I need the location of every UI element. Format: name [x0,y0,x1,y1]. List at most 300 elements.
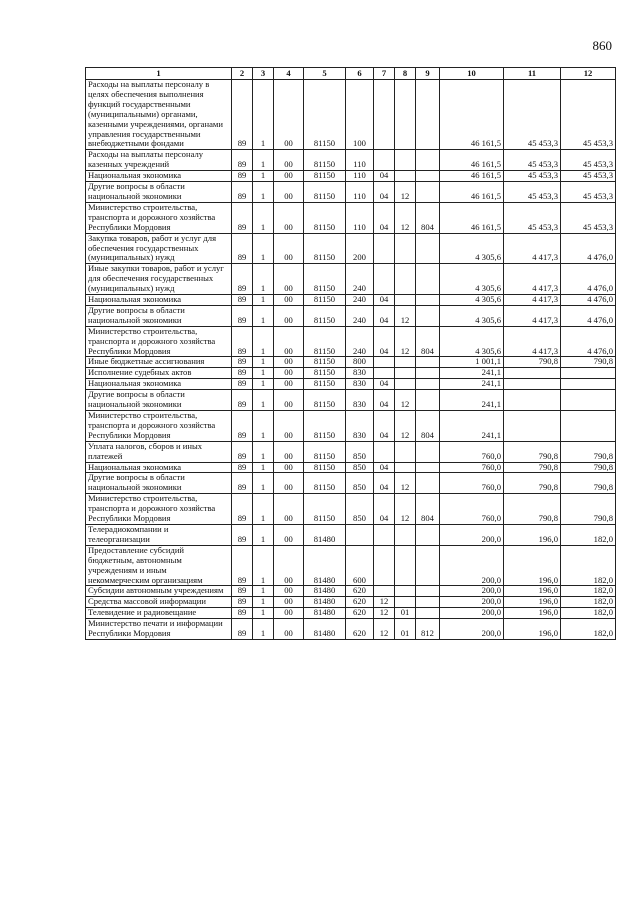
amount-cell: 790,8 [561,357,616,368]
amount-cell: 4 305,6 [440,233,504,264]
column-header: 3 [253,68,274,80]
amount-cell: 196,0 [504,545,561,586]
code-cell: 89 [232,357,253,368]
code-cell: 1 [253,473,274,494]
code-cell: 81150 [304,326,346,357]
code-cell: 89 [232,264,253,295]
code-cell: 81150 [304,379,346,390]
amount-cell: 760,0 [440,441,504,462]
amount-cell: 4 305,6 [440,264,504,295]
code-cell: 1 [253,390,274,411]
code-cell: 89 [232,411,253,442]
amount-cell: 4 476,0 [561,305,616,326]
code-cell: 00 [274,171,304,182]
column-header: 8 [395,68,416,80]
code-cell [416,305,440,326]
table-header-row [86,68,616,80]
amount-cell: 45 453,3 [561,150,616,171]
code-cell: 81150 [304,202,346,233]
table-row [86,150,616,171]
code-cell [346,524,374,545]
code-cell: 81480 [304,619,346,640]
code-cell: 12 [395,202,416,233]
code-cell: 00 [274,357,304,368]
amount-cell: 4 417,3 [504,264,561,295]
table-row [86,441,616,462]
code-cell: 1 [253,379,274,390]
table-row [86,233,616,264]
code-cell: 620 [346,597,374,608]
code-cell [395,171,416,182]
code-cell: 830 [346,390,374,411]
code-cell: 04 [374,295,395,306]
code-cell: 00 [274,524,304,545]
code-cell: 81150 [304,411,346,442]
amount-cell: 196,0 [504,597,561,608]
table-row [86,326,616,357]
amount-cell: 182,0 [561,597,616,608]
code-cell: 830 [346,368,374,379]
code-cell: 89 [232,619,253,640]
column-header: 6 [346,68,374,80]
code-cell: 00 [274,295,304,306]
code-cell: 89 [232,171,253,182]
row-name-cell: Другие вопросы в области национальной экономики [86,182,232,203]
code-cell: 620 [346,619,374,640]
code-cell: 00 [274,462,304,473]
code-cell: 89 [232,441,253,462]
amount-cell: 196,0 [504,619,561,640]
code-cell: 00 [274,390,304,411]
amount-cell: 760,0 [440,494,504,525]
table-row [86,264,616,295]
code-cell [395,233,416,264]
code-cell: 00 [274,379,304,390]
code-cell: 89 [232,295,253,306]
code-cell [416,586,440,597]
amount-cell: 45 453,3 [504,80,561,150]
code-cell: 81150 [304,150,346,171]
code-cell: 89 [232,494,253,525]
code-cell: 12 [395,326,416,357]
table-row [86,586,616,597]
amount-cell: 46 161,5 [440,150,504,171]
code-cell: 00 [274,80,304,150]
code-cell: 1 [253,608,274,619]
amount-cell: 790,8 [561,473,616,494]
code-cell: 1 [253,586,274,597]
column-header: 2 [232,68,253,80]
code-cell: 812 [416,619,440,640]
table-row [86,411,616,442]
code-cell [374,150,395,171]
code-cell: 110 [346,182,374,203]
row-name-cell: Другие вопросы в области национальной экономики [86,473,232,494]
code-cell: 1 [253,597,274,608]
code-cell: 12 [395,494,416,525]
code-cell: 1 [253,411,274,442]
row-name-cell: Национальная экономика [86,171,232,182]
amount-cell: 182,0 [561,619,616,640]
code-cell: 00 [274,619,304,640]
row-name-cell: Телевидение и радиовещание [86,608,232,619]
code-cell [416,80,440,150]
code-cell: 81480 [304,524,346,545]
row-name-cell: Министерство печати и информации Республики Мордовия [86,619,232,640]
code-cell [416,524,440,545]
code-cell [395,441,416,462]
budget-table [85,67,616,640]
code-cell: 89 [232,305,253,326]
table-row [86,202,616,233]
code-cell [416,357,440,368]
amount-cell: 200,0 [440,597,504,608]
code-cell: 00 [274,202,304,233]
code-cell: 1 [253,441,274,462]
amount-cell: 182,0 [561,545,616,586]
amount-cell: 4 305,6 [440,305,504,326]
amount-cell: 45 453,3 [561,171,616,182]
table-row [86,390,616,411]
code-cell: 81150 [304,441,346,462]
code-cell: 81150 [304,357,346,368]
amount-cell: 4 417,3 [504,295,561,306]
code-cell: 00 [274,597,304,608]
code-cell [416,379,440,390]
amount-cell: 790,8 [504,494,561,525]
code-cell: 81480 [304,545,346,586]
code-cell: 830 [346,379,374,390]
code-cell: 1 [253,202,274,233]
amount-cell: 241,1 [440,368,504,379]
code-cell: 81150 [304,80,346,150]
row-name-cell: Закупка товаров, работ и услуг для обеспечения государственных (муниципальных) нужд [86,233,232,264]
amount-cell: 241,1 [440,379,504,390]
table-row [86,368,616,379]
row-name-cell: Министерство строительства, транспорта и дорожного хозяйства Республики Мордовия [86,494,232,525]
code-cell: 00 [274,368,304,379]
table-row [86,357,616,368]
amount-cell: 4 417,3 [504,305,561,326]
code-cell: 81150 [304,494,346,525]
amount-cell: 45 453,3 [561,182,616,203]
amount-cell: 45 453,3 [561,202,616,233]
code-cell: 00 [274,441,304,462]
amount-cell: 200,0 [440,545,504,586]
code-cell: 89 [232,586,253,597]
amount-cell: 46 161,5 [440,182,504,203]
amount-cell: 46 161,5 [440,202,504,233]
amount-cell: 790,8 [504,357,561,368]
code-cell: 12 [374,597,395,608]
code-cell: 200 [346,233,374,264]
table-row [86,597,616,608]
row-name-cell: Телерадиокомпании и телеорганизации [86,524,232,545]
code-cell: 89 [232,233,253,264]
code-cell: 12 [374,608,395,619]
amount-cell: 241,1 [440,411,504,442]
amount-cell: 196,0 [504,524,561,545]
amount-cell [561,368,616,379]
code-cell [374,80,395,150]
code-cell: 89 [232,462,253,473]
code-cell: 81150 [304,295,346,306]
amount-cell: 4 417,3 [504,326,561,357]
amount-cell: 1 001,1 [440,357,504,368]
row-name-cell: Другие вопросы в области национальной экономики [86,305,232,326]
table-row [86,462,616,473]
row-name-cell: Уплата налогов, сборов и иных платежей [86,441,232,462]
code-cell: 00 [274,411,304,442]
code-cell [395,586,416,597]
amount-cell [561,411,616,442]
code-cell: 81150 [304,305,346,326]
code-cell: 1 [253,171,274,182]
row-name-cell: Министерство строительства, транспорта и дорожного хозяйства Республики Мордовия [86,326,232,357]
row-name-cell: Национальная экономика [86,295,232,306]
amount-cell: 760,0 [440,462,504,473]
row-name-cell: Расходы на выплаты персоналу казенных учреждений [86,150,232,171]
code-cell: 81150 [304,182,346,203]
code-cell [374,545,395,586]
code-cell: 89 [232,368,253,379]
row-name-cell: Субсидии автономным учреждениям [86,586,232,597]
code-cell [374,233,395,264]
amount-cell: 4 476,0 [561,326,616,357]
code-cell: 89 [232,390,253,411]
code-cell: 1 [253,326,274,357]
code-cell: 1 [253,368,274,379]
amount-cell: 45 453,3 [504,150,561,171]
amount-cell: 200,0 [440,524,504,545]
code-cell: 04 [374,171,395,182]
code-cell: 89 [232,80,253,150]
code-cell [395,545,416,586]
code-cell: 01 [395,619,416,640]
code-cell: 850 [346,441,374,462]
row-name-cell: Расходы на выплаты персоналу в целях обеспечения выполнения функций государственными (муниципальными) органами, казенными учреждениями, органами управления государственными внебюджетными фондами [86,80,232,150]
amount-cell: 200,0 [440,586,504,597]
amount-cell [504,379,561,390]
column-header: 9 [416,68,440,80]
code-cell: 81480 [304,608,346,619]
code-cell: 850 [346,473,374,494]
amount-cell [504,411,561,442]
code-cell [416,264,440,295]
code-cell: 804 [416,202,440,233]
code-cell: 12 [374,619,395,640]
code-cell: 600 [346,545,374,586]
amount-cell: 182,0 [561,524,616,545]
code-cell [395,462,416,473]
code-cell [395,597,416,608]
code-cell: 00 [274,326,304,357]
table-row [86,494,616,525]
row-name-cell: Средства массовой информации [86,597,232,608]
code-cell: 1 [253,233,274,264]
amount-cell: 196,0 [504,586,561,597]
code-cell: 850 [346,462,374,473]
table-row [86,608,616,619]
code-cell: 81150 [304,171,346,182]
amount-cell: 790,8 [504,473,561,494]
amount-cell: 4 476,0 [561,233,616,264]
code-cell [416,150,440,171]
amount-cell: 790,8 [561,462,616,473]
code-cell: 1 [253,264,274,295]
column-header: 1 [86,68,232,80]
table-row [86,182,616,203]
code-cell [395,150,416,171]
code-cell [374,264,395,295]
code-cell [395,80,416,150]
code-cell: 89 [232,182,253,203]
code-cell [395,264,416,295]
code-cell: 240 [346,326,374,357]
code-cell: 04 [374,411,395,442]
code-cell: 12 [395,182,416,203]
code-cell [416,368,440,379]
code-cell [416,233,440,264]
column-header: 4 [274,68,304,80]
row-name-cell: Иные бюджетные ассигнования [86,357,232,368]
table-row [86,524,616,545]
amount-cell [561,390,616,411]
code-cell [416,597,440,608]
code-cell [416,171,440,182]
code-cell: 240 [346,305,374,326]
code-cell: 00 [274,586,304,597]
code-cell: 89 [232,379,253,390]
code-cell: 81150 [304,473,346,494]
code-cell [374,524,395,545]
amount-cell: 45 453,3 [504,182,561,203]
code-cell [416,182,440,203]
amount-cell: 790,8 [504,441,561,462]
code-cell: 89 [232,545,253,586]
code-cell: 12 [395,390,416,411]
code-cell: 850 [346,494,374,525]
table-body [86,80,616,640]
code-cell: 1 [253,295,274,306]
amount-cell: 241,1 [440,390,504,411]
code-cell: 89 [232,524,253,545]
amount-cell: 45 453,3 [504,202,561,233]
code-cell: 1 [253,524,274,545]
code-cell: 110 [346,150,374,171]
code-cell: 04 [374,462,395,473]
amount-cell: 196,0 [504,608,561,619]
row-name-cell: Национальная экономика [86,462,232,473]
code-cell: 1 [253,619,274,640]
code-cell [416,608,440,619]
table-row [86,171,616,182]
code-cell: 04 [374,473,395,494]
code-cell [395,524,416,545]
code-cell: 81150 [304,233,346,264]
code-cell: 804 [416,411,440,442]
code-cell [416,390,440,411]
code-cell [395,379,416,390]
code-cell: 89 [232,150,253,171]
code-cell: 00 [274,150,304,171]
code-cell: 12 [395,305,416,326]
code-cell: 00 [274,305,304,326]
code-cell: 800 [346,357,374,368]
code-cell: 04 [374,379,395,390]
amount-cell [504,390,561,411]
code-cell: 89 [232,473,253,494]
table-row [86,295,616,306]
code-cell: 1 [253,545,274,586]
code-cell: 110 [346,171,374,182]
code-cell: 04 [374,326,395,357]
code-cell: 620 [346,586,374,597]
code-cell: 12 [395,411,416,442]
code-cell: 620 [346,608,374,619]
code-cell: 00 [274,494,304,525]
column-header: 7 [374,68,395,80]
table-row [86,379,616,390]
code-cell: 81150 [304,264,346,295]
column-header: 5 [304,68,346,80]
code-cell: 100 [346,80,374,150]
code-cell: 00 [274,233,304,264]
code-cell: 81480 [304,597,346,608]
code-cell: 81150 [304,368,346,379]
amount-cell [504,368,561,379]
amount-cell: 4 476,0 [561,264,616,295]
code-cell: 1 [253,494,274,525]
code-cell: 1 [253,305,274,326]
code-cell: 00 [274,264,304,295]
code-cell: 830 [346,411,374,442]
code-cell [416,441,440,462]
column-header: 11 [504,68,561,80]
code-cell [374,357,395,368]
amount-cell: 4 476,0 [561,295,616,306]
code-cell [374,368,395,379]
page-number: 860 [592,38,612,53]
amount-cell: 790,8 [504,462,561,473]
code-cell: 81150 [304,462,346,473]
code-cell: 89 [232,608,253,619]
amount-cell: 760,0 [440,473,504,494]
code-cell: 00 [274,545,304,586]
code-cell [416,462,440,473]
code-cell [395,295,416,306]
row-name-cell: Другие вопросы в области национальной экономики [86,390,232,411]
code-cell: 00 [274,182,304,203]
amount-cell: 200,0 [440,608,504,619]
amount-cell: 45 453,3 [561,80,616,150]
amount-cell: 790,8 [561,494,616,525]
code-cell: 89 [232,326,253,357]
code-cell [416,295,440,306]
code-cell: 04 [374,182,395,203]
amount-cell: 182,0 [561,608,616,619]
amount-cell: 45 453,3 [504,171,561,182]
code-cell: 12 [395,473,416,494]
code-cell: 1 [253,182,274,203]
row-name-cell: Иные закупки товаров, работ и услуг для обеспечения государственных (муниципальных) нужд [86,264,232,295]
code-cell: 804 [416,494,440,525]
code-cell: 04 [374,494,395,525]
amount-cell: 200,0 [440,619,504,640]
code-cell: 240 [346,264,374,295]
code-cell [416,545,440,586]
code-cell: 01 [395,608,416,619]
